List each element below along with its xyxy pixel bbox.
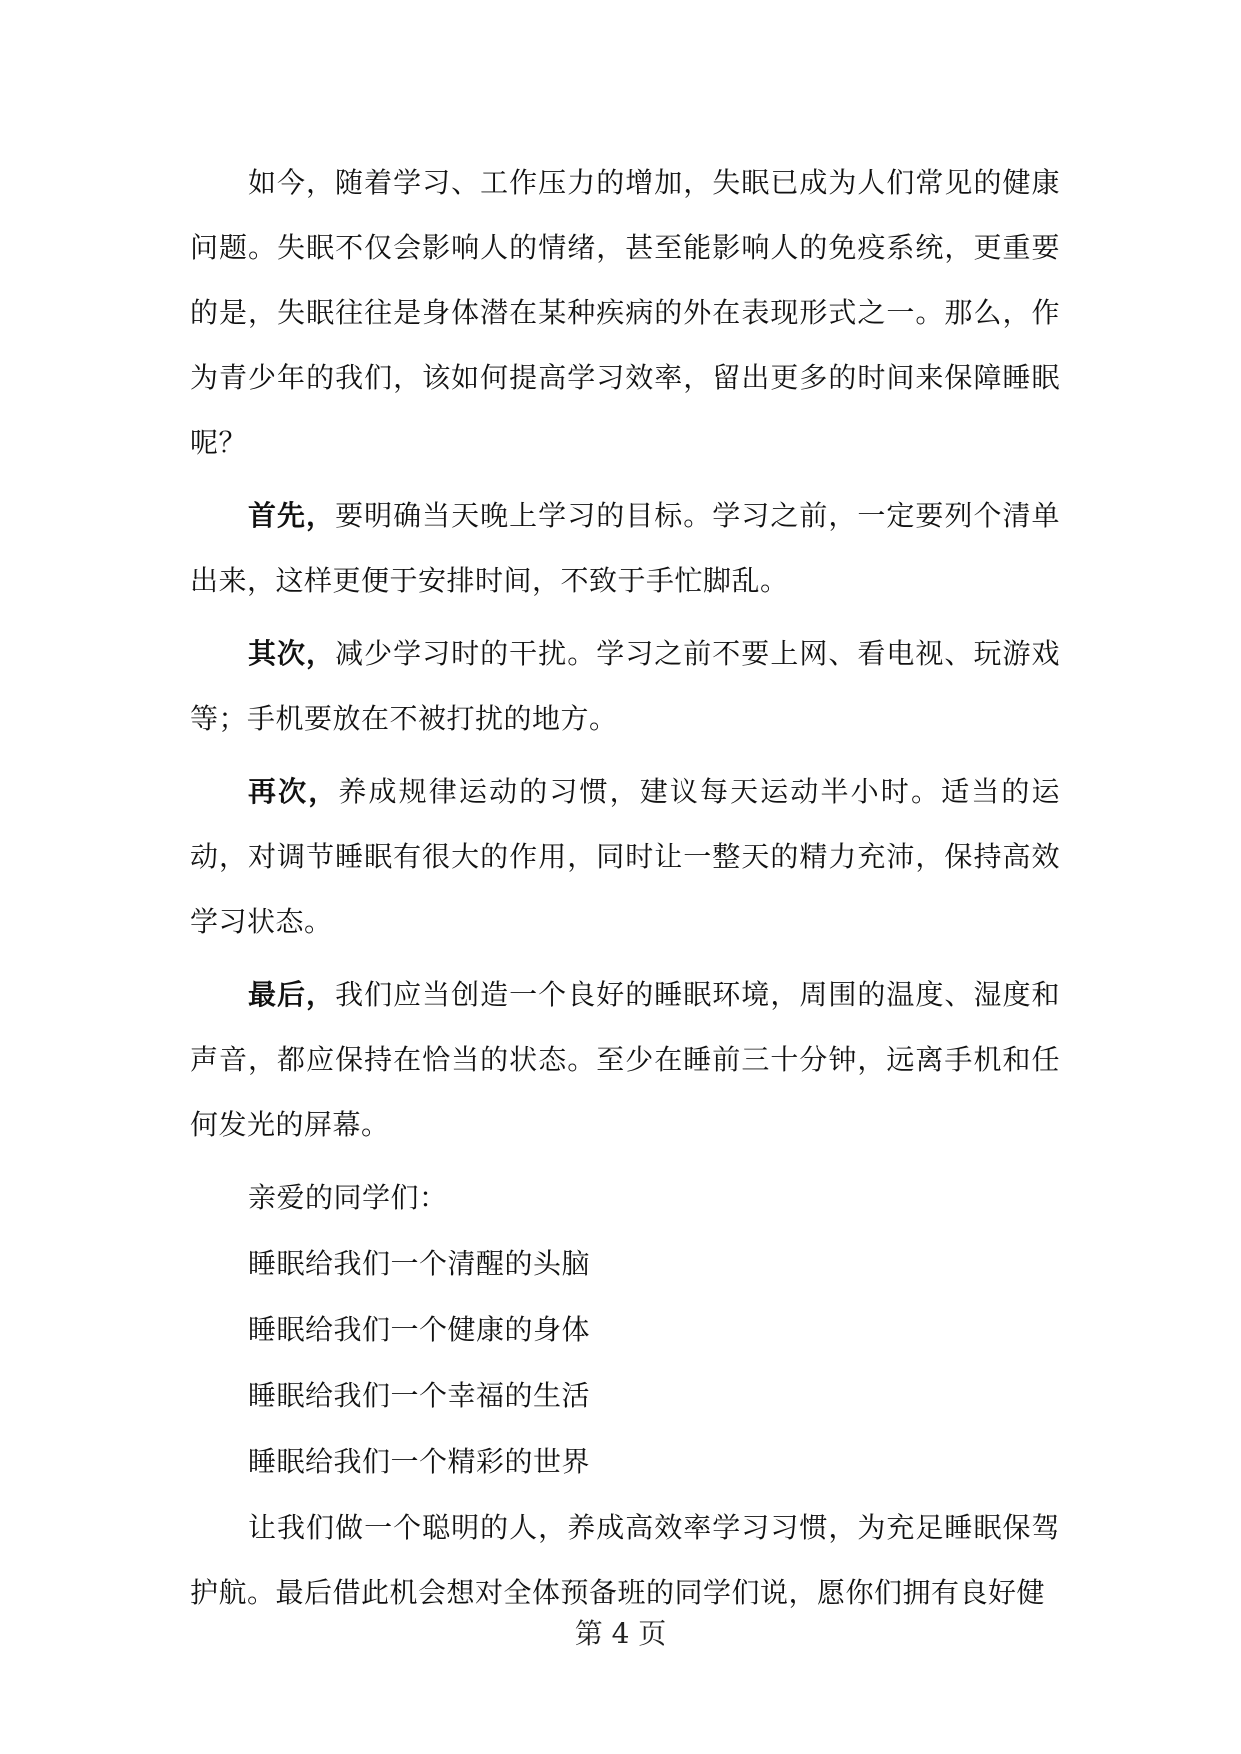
verse-line: 睡眠给我们一个精彩的世界: [248, 1445, 591, 1478]
paragraph-lead: 再次，: [248, 775, 339, 808]
paragraph-first: [190, 483, 1060, 613]
paragraph-text: 要明确当天晚上学习的目标。学习之前，一定要列个清单出来，这样更便于安排时间，不致于手忙脚乱。: [190, 499, 1060, 597]
paragraph-text: 养成规律运动的习惯，建议每天运动半小时。适当的运动，对调节睡眠有很大的作用，同时让一整天的精力充沛，保持高效学习状态。: [190, 775, 1060, 938]
paragraph-text: 如今，随着学习、工作压力的增加，失眠已成为人们常见的健康问题。失眠不仅会影响人的情绪，甚至能影响人的免疫系统，更重要的是，失眠往往是身体潜在某种疾病的外在表现形式之一。那么，作为青少年的我们，该如何提高学习效率，留出更多的时间来保障睡眠呢？: [190, 166, 1060, 459]
paragraph-text: 减少学习时的干扰。学习之前不要上网、看电视、玩游戏等；手机要放在不被打扰的地方。: [190, 637, 1060, 735]
paragraph-text: 我们应当创造一个良好的睡眠环境，周围的温度、湿度和声音，都应保持在恰当的状态。至少在睡前三十分钟，远离手机和任何发光的屏幕。: [190, 978, 1060, 1141]
document-body: [190, 150, 1060, 1633]
paragraph-text: 让我们做一个聪明的人，养成高效率学习习惯，为充足睡眠保驾护航。最后借此机会想对全体预备班的同学们说，愿你们拥有良好健: [190, 1511, 1060, 1609]
page-number: 第 4 页: [574, 1617, 667, 1650]
verse-line: 睡眠给我们一个幸福的生活: [248, 1379, 591, 1412]
paragraph-second: [190, 621, 1060, 751]
paragraph-third: [190, 759, 1060, 954]
salutation: 亲爱的同学们：: [248, 1181, 448, 1214]
paragraph-lead: 首先，: [248, 499, 336, 532]
paragraph-last: [190, 962, 1060, 1157]
verse-line: 睡眠给我们一个清醒的头脑: [248, 1247, 591, 1280]
paragraph-lead: 最后，: [248, 978, 336, 1011]
verse-line: 睡眠给我们一个健康的身体: [248, 1313, 591, 1346]
paragraph-intro: [190, 150, 1060, 475]
paragraph-closing: [190, 1495, 1060, 1625]
paragraph-lead: 其次，: [248, 637, 336, 670]
